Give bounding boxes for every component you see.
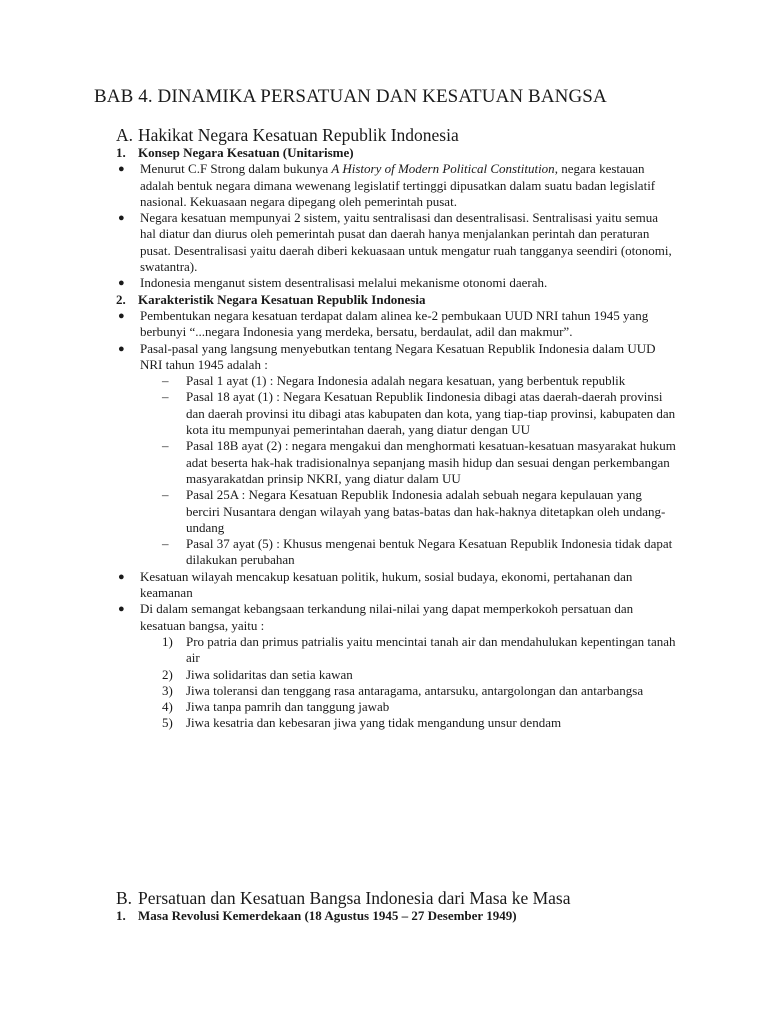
dash-icon: –: [162, 438, 169, 454]
value-text: Jiwa kesatria dan kebesaran jiwa yang tidak mengandung unsur dendam: [186, 715, 562, 731]
pasal-item: [162, 373, 676, 389]
pasal-item: [162, 536, 676, 569]
value-item: [162, 699, 676, 715]
subsection-2-title: Karakteristik Negara Kesatuan Republik Indonesia: [138, 291, 426, 307]
pasal-text: Pasal 18B ayat (2) : negara mengakui dan menghormati kesatuan-kesatuan masyarakat hukum adat beserta hak-hak tradisionalnya sepanjang masih hidup dan sesuai dengan perkembangan masyarakatdan prinsip NKRI, yang diatur dalam UU: [186, 438, 676, 486]
bullet-item: [116, 308, 676, 341]
bullet-icon: ●: [118, 212, 125, 225]
section-b-heading: [116, 888, 571, 909]
bullet-icon: ●: [118, 342, 125, 355]
pasal-text: Pasal 37 ayat (5) : Khusus mengenai bentuk Negara Kesatuan Republik Indonesia tidak dapat dilakukan perubahan: [186, 536, 673, 568]
bullet-icon: ●: [118, 570, 125, 583]
value-text: Jiwa solidaritas dan setia kawan: [186, 666, 353, 682]
bullet-item: [116, 569, 676, 602]
section-b-subsection-1-title: Masa Revolusi Kemerdekaan (18 Agustus 1945 – 27 Desember 1949): [138, 908, 517, 923]
section-b-subsection-1-number: 1.: [116, 908, 126, 923]
bullet-item: [116, 601, 676, 634]
book-title: A History of Modern Political Constitution: [331, 161, 555, 177]
dash-icon: –: [162, 487, 169, 503]
section-b-letter: B.: [116, 888, 133, 908]
value-item: [162, 683, 676, 699]
bullet-text: Menurut C.F Strong dalam bukunya A History of Modern Political Constitution, negara kestauan adalah bentuk negara dimana wewenang legislatif tertinggi dipusatkan dalam suatu badan legislatif nasional. Kekuasaan negara dipegang oleh pemerintah pusat.: [140, 161, 656, 209]
section-b-body: [116, 908, 676, 924]
subsection-2-heading: [116, 292, 676, 308]
bullet-text: Kesatuan wilayah mencakup kesatuan politik, hukum, sosial budaya, ekonomi, pertahanan dan keamanan: [140, 568, 633, 601]
dash-icon: –: [162, 389, 169, 405]
bullet-text: Di dalam semangat kebangsaan terkandung nilai-nilai yang dapat memperkokoh persatuan dan kesatuan bangsa, yaitu :: [140, 601, 634, 633]
subsection-1-heading: [116, 145, 676, 161]
dash-icon: –: [162, 536, 169, 552]
value-text: Jiwa toleransi dan tenggang rasa antaragama, antarsuku, antargolongan dan antarbangsa: [186, 682, 644, 698]
bullet-item: [116, 341, 676, 374]
pasal-item: [162, 389, 676, 438]
subsection-1-number: 1.: [116, 145, 126, 160]
value-text: Pro patria dan primus patrialis yaitu mencintai tanah air dan mendahulukan kepentingan tanah air: [186, 633, 676, 666]
section-a-letter: A.: [116, 125, 134, 145]
bullet-text: Negara kesatuan mempunyai 2 sistem, yaitu sentralisasi dan desentralisasi. Sentralisasi yaitu semua hal diatur dan diurus oleh pemerintah pusat dan daerah hanya menjalankan perintah dan peraturan pusat. Desentralisasi yaitu daerah diberi kekuasaan untuk mengatur ruah tangganya seendiri (otonomi, swatantra).: [140, 210, 672, 275]
pasal-text: Pasal 18 ayat (1) : Negara Kesatuan Republik Iindonesia dibagi atas daerah-daerah provinsi dan daerah provinsi itu dibagi atas kabupaten dan kota, yang tiap-tiap provinsi, kabupaten dan kota itu mempunyai pemerintahan daerah, yang diatur dengan UU: [186, 389, 676, 438]
bullet-item: [116, 210, 676, 275]
pasal-text: Pasal 25A : Negara Kesatuan Republik Indonesia adalah sebuah negara kepulauan yang berciri Nusantara dengan wilayah yang batas-batas dan hak-haknya ditetapkan oleh undang-undang: [186, 487, 666, 535]
bullet-text: Pembentukan negara kesatuan terdapat dalam alinea ke-2 pembukaan UUD NRI tahun 1945 yang berbunyi “...negara Indonesia yang merdeka, bersatu, berdaulat, adil dan makmur”.: [140, 307, 649, 340]
chapter-title: BAB 4. DINAMIKA PERSATUAN DAN KESATUAN BANGSA: [94, 86, 607, 107]
pasal-item: [162, 487, 676, 536]
value-number: 4): [162, 699, 173, 715]
bullet-item: [116, 275, 676, 291]
subsection-1-title: Konsep Negara Kesatuan (Unitarisme): [138, 145, 354, 160]
bullet-text: Pasal-pasal yang langsung menyebutkan tentang Negara Kesatuan Republik Indonesia dalam UUD NRI tahun 1945 adalah :: [140, 340, 656, 372]
bullet-icon: ●: [118, 277, 125, 290]
section-b-title: Persatuan dan Kesatuan Bangsa Indonesia dari Masa ke Masa: [138, 888, 571, 908]
section-a-title: Hakikat Negara Kesatuan Republik Indonesia: [138, 125, 459, 145]
value-number: 5): [162, 715, 173, 731]
value-item: [162, 667, 676, 683]
bullet-icon: ●: [118, 603, 125, 616]
bullet-text: Indonesia menganut sistem desentralisasi melalui mekanisme otonomi daerah.: [140, 275, 548, 291]
section-b-subsection-1-heading: [116, 908, 676, 924]
section-a-body: [116, 145, 676, 732]
value-number: 3): [162, 682, 173, 698]
value-item: [162, 634, 676, 667]
bullet-icon: ●: [118, 309, 125, 322]
value-number: 1): [162, 633, 173, 649]
value-text: Jiwa tanpa pamrih dan tanggung jawab: [186, 699, 390, 715]
subsection-2-number: 2.: [116, 291, 126, 307]
value-number: 2): [162, 666, 173, 682]
bullet-item: [116, 161, 676, 210]
pasal-item: [162, 438, 676, 487]
pasal-text: Pasal 1 ayat (1) : Negara Indonesia adalah negara kesatuan, yang berbentuk republik: [186, 373, 626, 389]
section-a-heading: [116, 125, 459, 146]
value-item: [162, 715, 676, 731]
bullet-icon: ●: [118, 163, 125, 176]
dash-icon: –: [162, 373, 169, 389]
